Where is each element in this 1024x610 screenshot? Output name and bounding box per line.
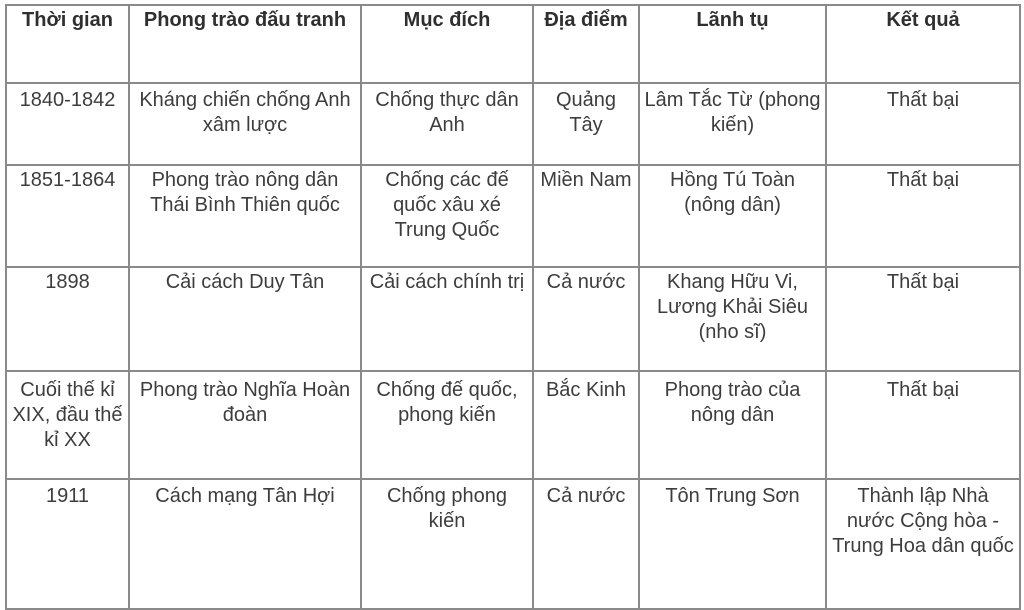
cell-location: Miền Nam [533,165,639,267]
cell-movement: Kháng chiến chống Anh xâm lược [129,83,361,165]
cell-location: Quảng Tây [533,83,639,165]
cell-leader: Khang Hữu Vi, Lương Khải Siêu (nho sĩ) [639,267,826,371]
cell-purpose: Chống các đế quốc xâu xé Trung Quốc [361,165,533,267]
cell-leader: Phong trào của nông dân [639,371,826,479]
cell-location: Bắc Kinh [533,371,639,479]
cell-leader: Tôn Trung Sơn [639,479,826,609]
table-row [6,267,1020,371]
table-row [6,83,1020,165]
header-purpose: Mục đích [361,5,533,83]
cell-movement: Cách mạng Tân Hợi [129,479,361,609]
cell-result: Thất bại [826,267,1020,371]
cell-movement: Cải cách Duy Tân [129,267,361,371]
cell-purpose: Chống đế quốc, phong kiến [361,371,533,479]
header-result: Kết quả [826,5,1020,83]
table-row [6,165,1020,267]
cell-location: Cả nước [533,267,639,371]
cell-location: Cả nước [533,479,639,609]
cell-leader: Hồng Tú Toàn (nông dân) [639,165,826,267]
cell-time: 1851-1864 [6,165,129,267]
cell-result: Thất bại [826,371,1020,479]
cell-movement: Phong trào nông dân Thái Bình Thiên quốc [129,165,361,267]
cell-time: 1898 [6,267,129,371]
cell-time: 1840-1842 [6,83,129,165]
table-row [6,371,1020,479]
cell-purpose: Chống thực dân Anh [361,83,533,165]
cell-leader: Lâm Tắc Từ (phong kiến) [639,83,826,165]
cell-result: Thất bại [826,165,1020,267]
table-row [6,479,1020,609]
header-time: Thời gian [6,5,129,83]
cell-purpose: Chống phong kiến [361,479,533,609]
cell-result: Thất bại [826,83,1020,165]
header-location: Địa điểm [533,5,639,83]
cell-result: Thành lập Nhà nước Cộng hòa - Trung Hoa dân quốc [826,479,1020,609]
cell-purpose: Cải cách chính trị [361,267,533,371]
header-leader: Lãnh tụ [639,5,826,83]
history-table [5,4,1021,610]
cell-time: 1911 [6,479,129,609]
header-movement: Phong trào đấu tranh [129,5,361,83]
cell-movement: Phong trào Nghĩa Hoàn đoàn [129,371,361,479]
cell-time: Cuối thế kỉ XIX, đầu thế kỉ XX [6,371,129,479]
header-row [6,5,1020,83]
